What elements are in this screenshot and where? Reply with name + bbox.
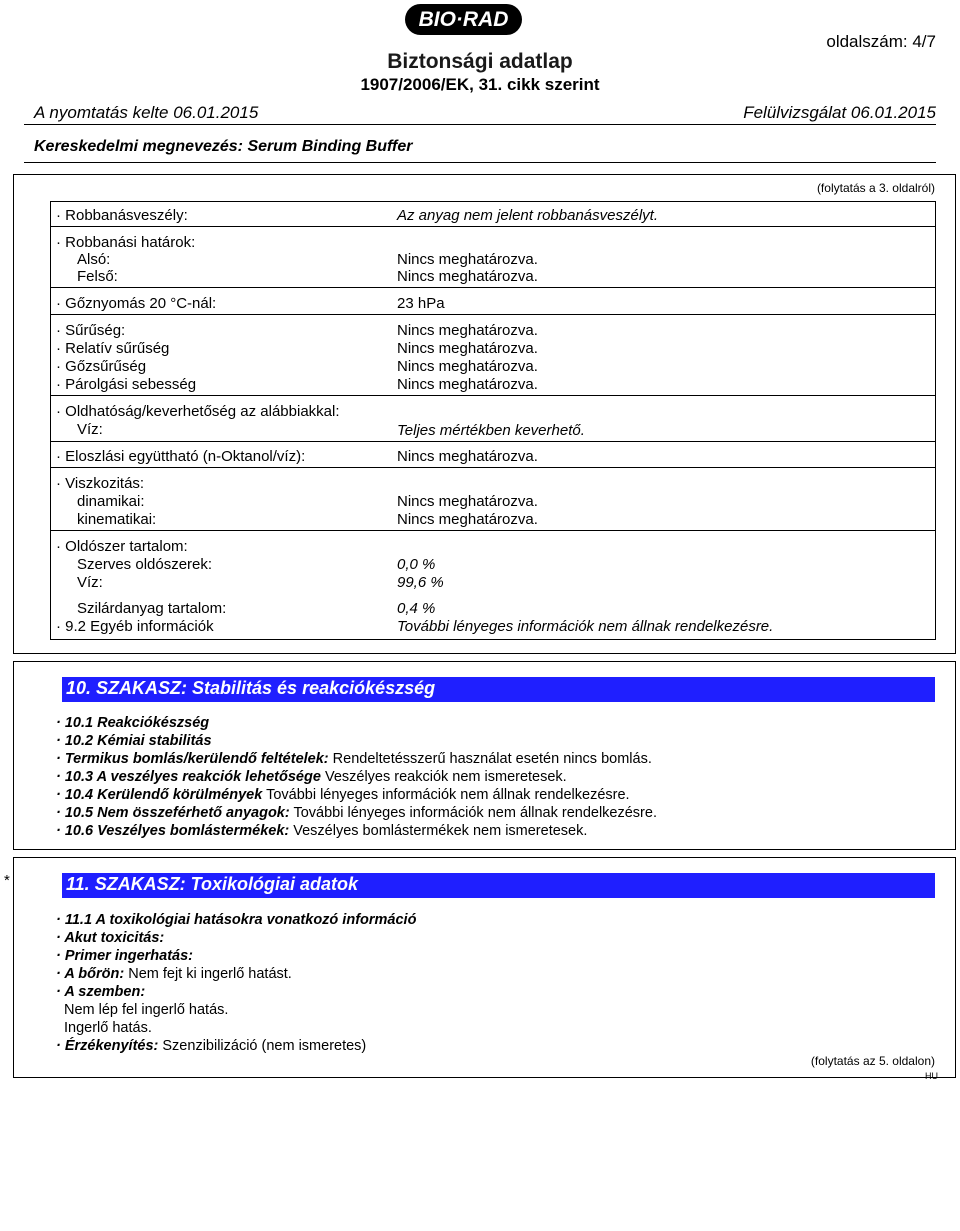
row-divider <box>50 314 936 315</box>
limits-label: · Robbanási határok: <box>56 234 196 251</box>
section11-line <box>56 948 193 964</box>
vapour-pressure-label: · Gőznyomás 20 °C-nál: <box>56 295 217 312</box>
line-label: · Termikus bomlás/kerülendő feltételek: <box>56 751 329 767</box>
section11-line: Nem lép fel ingerlő hatás. <box>64 1002 229 1018</box>
row-divider <box>50 395 936 396</box>
document-subtitle: 1907/2006/EK, 31. cikk szerint <box>360 75 600 94</box>
vapour-pressure-value: 23 hPa <box>397 295 445 312</box>
logo-text: BIO·RAD <box>418 7 509 31</box>
line-label: · 10.3 A veszélyes reakciók lehetősége <box>56 769 321 785</box>
evaporation-rate-value: Nincs meghatározva. <box>397 376 538 393</box>
other-info-value: További lényeges információk nem állnak rendelkezésre. <box>397 618 774 635</box>
section10-line: · 10.3 A veszélyes reakciók lehetősége Veszélyes reakciók nem ismeretesek. <box>56 769 567 785</box>
section10-line <box>56 733 212 749</box>
density-value: Nincs meghatározva. <box>397 322 538 339</box>
line-label: · 10.5 Nem összeférhető anyagok: <box>56 805 290 821</box>
organic-solvents-label: Szerves oldószerek: <box>77 556 213 573</box>
upper-limit-label: Felső: <box>77 268 118 285</box>
section11-line <box>56 984 145 1000</box>
section10-line: · 10.5 Nem összeférhető anyagok: További lényeges információk nem állnak rendelkezésre. <box>56 805 657 821</box>
row-divider <box>50 467 936 468</box>
vapour-density-value: Nincs meghatározva. <box>397 358 538 375</box>
solubility-label: · Oldhatóság/keverhetőség az alábbiakkal: <box>56 403 340 420</box>
line-label: · Érzékenyítés: <box>56 1038 159 1054</box>
explosion-label: · Robbanásveszély: <box>56 207 188 224</box>
page-number: oldalszám: 4/7 <box>826 32 936 51</box>
section11-line: · Érzékenyítés: Szenzibilizáció (nem ismeretes) <box>56 1038 367 1054</box>
row-divider <box>50 441 936 442</box>
language-code: HU <box>925 1071 938 1081</box>
section11-line <box>56 912 416 928</box>
relative-density-label: · Relatív sűrűség <box>56 340 170 357</box>
section11-line: · A bőrön: Nem fejt ki ingerlő hatást. <box>56 966 292 982</box>
continued-on-note: (folytatás az 5. oldalon) <box>810 1054 935 1068</box>
line-label: · 10.2 Kémiai stabilitás <box>56 733 212 749</box>
lower-limit-label: Alsó: <box>77 251 111 268</box>
viscosity-label: · Viszkozitás: <box>56 475 145 492</box>
line-label: · 10.1 Reakciókészség <box>56 715 210 731</box>
upper-limit-value: Nincs meghatározva. <box>397 268 538 285</box>
print-date: A nyomtatás kelte 06.01.2015 <box>34 103 259 122</box>
trade-name: Kereskedelmi megnevezés: Serum Binding Buffer <box>34 138 413 155</box>
relative-density-value: Nincs meghatározva. <box>397 340 538 357</box>
water-value: Teljes mértékben keverhető. <box>397 422 585 439</box>
line-label: · Primer ingerhatás: <box>56 948 193 964</box>
density-label: · Sűrűség: <box>56 322 126 339</box>
bio-rad-logo <box>405 4 522 35</box>
header-rule-bottom <box>24 162 936 163</box>
revision-date: Felülvizsgálat 06.01.2015 <box>743 103 936 122</box>
dynamic-viscosity-value: Nincs meghatározva. <box>397 493 538 510</box>
solids-content-value: 0,4 % <box>397 600 436 617</box>
line-label: · 11.1 A toxikológiai hatásokra vonatkozó információ <box>56 912 417 928</box>
line-label: · A szemben: <box>56 984 146 1000</box>
change-marker: * <box>4 872 10 889</box>
row-divider <box>50 530 936 531</box>
document-title: Biztonsági adatlap <box>387 50 573 73</box>
line-label: · 10.4 Kerülendő körülmények <box>56 787 263 803</box>
explosion-value: Az anyag nem jelent robbanásveszélyt. <box>397 207 658 224</box>
organic-solvents-value: 0,0 % <box>397 556 436 573</box>
partition-coefficient-value: Nincs meghatározva. <box>397 448 538 465</box>
vapour-density-label: · Gőzsűrűség <box>56 358 147 375</box>
section10-line: · 10.6 Veszélyes bomlástermékek: Veszélyes bomlástermékek nem ismeretesek. <box>56 823 588 839</box>
section11-heading: 11. SZAKASZ: Toxikológiai adatok <box>62 873 935 898</box>
section10-line <box>56 715 209 731</box>
line-label: · Akut toxicitás: <box>56 930 165 946</box>
solvent-content-label: · Oldószer tartalom: <box>56 538 188 555</box>
line-label: · 10.6 Veszélyes bomlástermékek: <box>56 823 290 839</box>
lower-limit-value: Nincs meghatározva. <box>397 251 538 268</box>
section10-heading: 10. SZAKASZ: Stabilitás és reakciókészség <box>62 677 935 702</box>
water-content-value: 99,6 % <box>397 574 444 591</box>
water-content-label: Víz: <box>77 574 103 591</box>
section10-line: · Termikus bomlás/kerülendő feltételek: Rendeltetésszerű használat esetén nincs bomlás. <box>56 751 652 767</box>
other-info-label: · 9.2 Egyéb információk <box>56 618 214 635</box>
solids-content-label: Szilárdanyag tartalom: <box>77 600 227 617</box>
section10-line: · 10.4 Kerülendő körülmények További lényeges információk nem állnak rendelkezésre. <box>56 787 630 803</box>
row-divider <box>50 287 936 288</box>
kinematic-viscosity-value: Nincs meghatározva. <box>397 511 538 528</box>
dynamic-viscosity-label: dinamikai: <box>77 493 145 510</box>
section11-line: Ingerlő hatás. <box>64 1020 152 1036</box>
partition-coefficient-label: · Eloszlási együttható (n-Oktanol/víz): <box>56 448 306 465</box>
evaporation-rate-label: · Párolgási sebesség <box>56 376 197 393</box>
section11-line <box>56 930 164 946</box>
kinematic-viscosity-label: kinematikai: <box>77 511 157 528</box>
header-rule-top <box>24 124 936 125</box>
continued-from-note: (folytatás a 3. oldalról) <box>816 181 935 195</box>
row-divider <box>50 226 936 227</box>
water-label: Víz: <box>77 421 103 438</box>
line-label: · A bőrön: <box>56 966 125 982</box>
